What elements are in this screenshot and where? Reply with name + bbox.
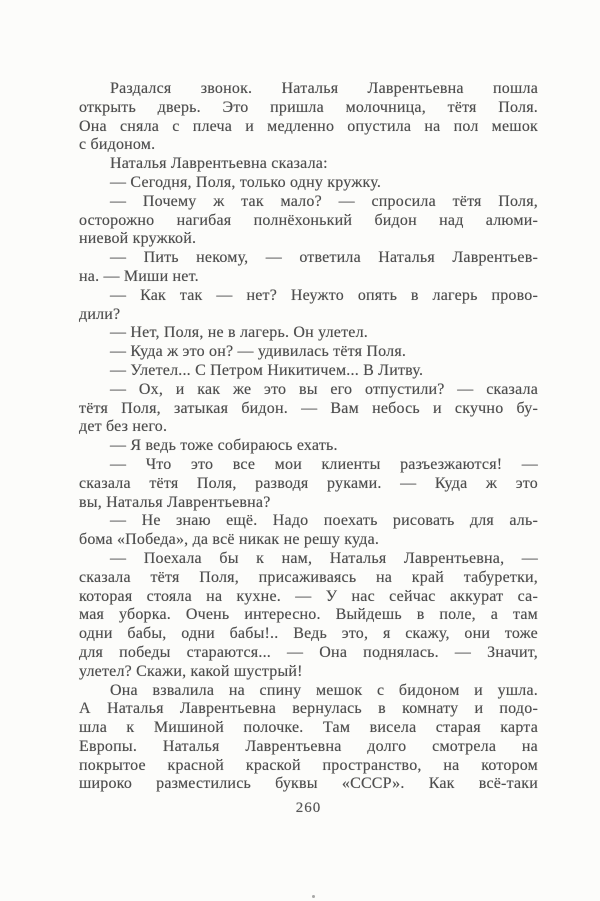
text-line: — Улетел... С Петром Никитичем... В Литву. [110,361,424,379]
text-line: бома «Победа», да всё никак не решу куда. [79,531,380,549]
text-line: открыть дверь. Это пришла молочница, тётя Поля. [79,98,538,116]
text-line: одни бабы, одни бабы!.. Ведь это, я скажу, они тоже [79,625,538,643]
text-line: мая уборка. Очень интересно. Выйдешь в поле, а там [79,606,538,624]
text-line: Наталья Лаврентьевна сказала: [110,155,328,173]
text-line: Европы. Наталья Лаврентьевна долго смотрела на [79,737,538,755]
text-line: вы, Наталья Лаврентьевна? [79,493,271,511]
text-line: сказала тётя Поля, разводя руками. — Куда ж это [79,474,538,492]
text-line: покрытое красной краской пространство, на котором [79,756,538,774]
text-line: шла к Мишиной полочке. Там висела старая карта [79,719,538,737]
text-line: А Наталья Лаврентьевна вернулась в комнату и подо- [79,700,538,718]
text-line: которая стояла на кухне. — У нас сейчас аккурат са- [79,587,538,605]
text-line: Она сняла с плеча и медленно опустила на пол мешок [79,117,538,135]
text-line: — Почему ж так мало? — спросила тётя Поля, [110,192,538,210]
text-line: с бидоном. [79,136,156,154]
text-block [79,80,538,794]
text-line: дет без него. [79,418,168,436]
text-line: — Ох, и как же это вы его отпустили? — сказала [110,380,538,398]
text-line: сказала тётя Поля, присаживаясь на край табуретки, [79,568,538,586]
text-line: Она взвалила на спину мешок с бидоном и ушла. [110,681,538,699]
text-line: для победы стараются... — Она поднялась. — Значит, [79,643,538,661]
text-line: улетел? Скажи, какой шустрый! [79,662,303,680]
text-line: — Пить некому, — ответила Наталья Лаврентьев- [110,249,538,267]
text-line: — Я ведь тоже собираюсь ехать. [110,437,338,455]
text-line: — Не знаю ещё. Надо поехать рисовать для аль- [110,512,538,530]
text-line: на. — Миши нет. [79,267,199,285]
text-line: тётя Поля, затыкая бидон. — Вам небось и скучно бу- [79,399,538,417]
text-line: — Сегодня, Поля, только одну кружку. [110,173,382,191]
text-line: — Как так — нет? Неужто опять в лагерь прово- [110,286,538,304]
text-line: — Нет, Поля, не в лагерь. Он улетел. [110,324,368,342]
text-line: — Поехала бы к нам, Наталья Лаврентьевна, — [110,549,538,567]
page-number: 260 [295,800,322,816]
text-line: — Что это все мои клиенты разъезжаются! — [110,455,538,473]
text-line: ниевой кружкой. [79,230,197,248]
text-line: — Куда ж это он? — удивилась тётя Поля. [110,343,407,361]
text-line: дили? [79,305,121,323]
text-line: Раздался звонок. Наталья Лаврентьевна пошла [110,80,538,97]
text-line: широко разместились буквы «СССР». Как всё-таки [79,775,538,793]
text-line: осторожно нагибая полнёхонький бидон над алюми- [79,211,538,229]
scan-speck [312,895,315,898]
